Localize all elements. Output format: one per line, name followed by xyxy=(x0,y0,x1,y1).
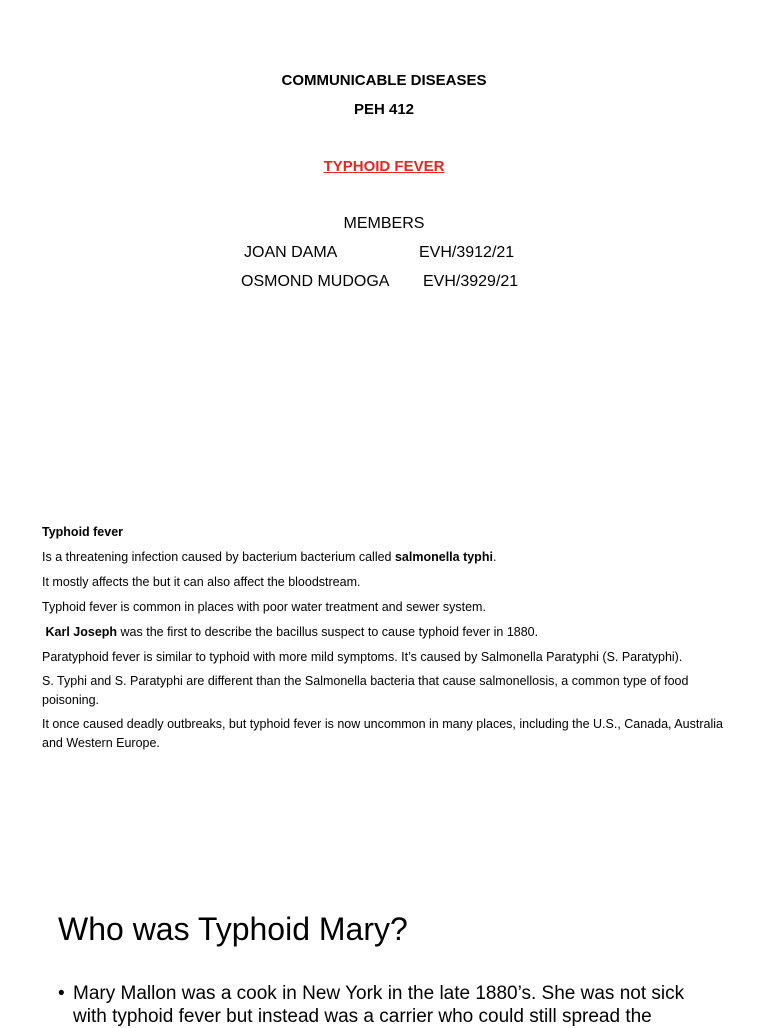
notes-paragraph: Typhoid fever is common in places with poor water treatment and sewer system. xyxy=(42,600,486,614)
slide-title: Who was Typhoid Mary? xyxy=(58,911,408,947)
notes-paragraph: It mostly affects the but it can also affect the bloodstream. xyxy=(42,575,361,589)
member-name: JOAN DAMA xyxy=(244,244,338,261)
member-row xyxy=(0,244,768,266)
topic-title: TYPHOID FEVER xyxy=(323,158,445,175)
notes-heading: Typhoid fever xyxy=(42,525,124,539)
member-name: OSMOND MUDOGA xyxy=(241,273,390,290)
member-row xyxy=(0,273,768,295)
member-reg-no: EVH/3912/21 xyxy=(419,244,515,261)
bullet-item xyxy=(58,982,708,1028)
notes-paragraph: Is a threatening infection caused by bacterium bacterium called salmonella typhi. xyxy=(42,550,497,564)
notes-paragraph: Karl Joseph was the first to describe the bacillus suspect to cause typhoid fever in 1880. xyxy=(45,625,539,639)
member-reg-no: EVH/3929/21 xyxy=(423,273,519,290)
notes-paragraph: Paratyphoid fever is similar to typhoid with more mild symptoms. It’s caused by Salmonella Paratyphi (S. Paratyphi). xyxy=(42,650,683,664)
course-title: COMMUNICABLE DISEASES xyxy=(281,72,487,89)
course-code: PEH 412 xyxy=(353,101,415,118)
members-heading: MEMBERS xyxy=(343,215,425,232)
notes-paragraph: It once caused deadly outbreaks, but typhoid fever is now uncommon in many places, including the U.S., Canada, Australia and Western Europe. xyxy=(42,717,723,750)
notes-section xyxy=(42,522,732,758)
bullet-text: Mary Mallon was a cook in New York in the late 1880’s. She was not sick with typhoid fever but instead was a carrier who could still spread the xyxy=(73,983,685,1027)
bullet-icon: • xyxy=(58,983,65,1004)
notes-paragraph: S. Typhi and S. Paratyphi are different than the Salmonella bacteria that cause salmonellosis, a common type of food poisoning. xyxy=(42,674,689,707)
